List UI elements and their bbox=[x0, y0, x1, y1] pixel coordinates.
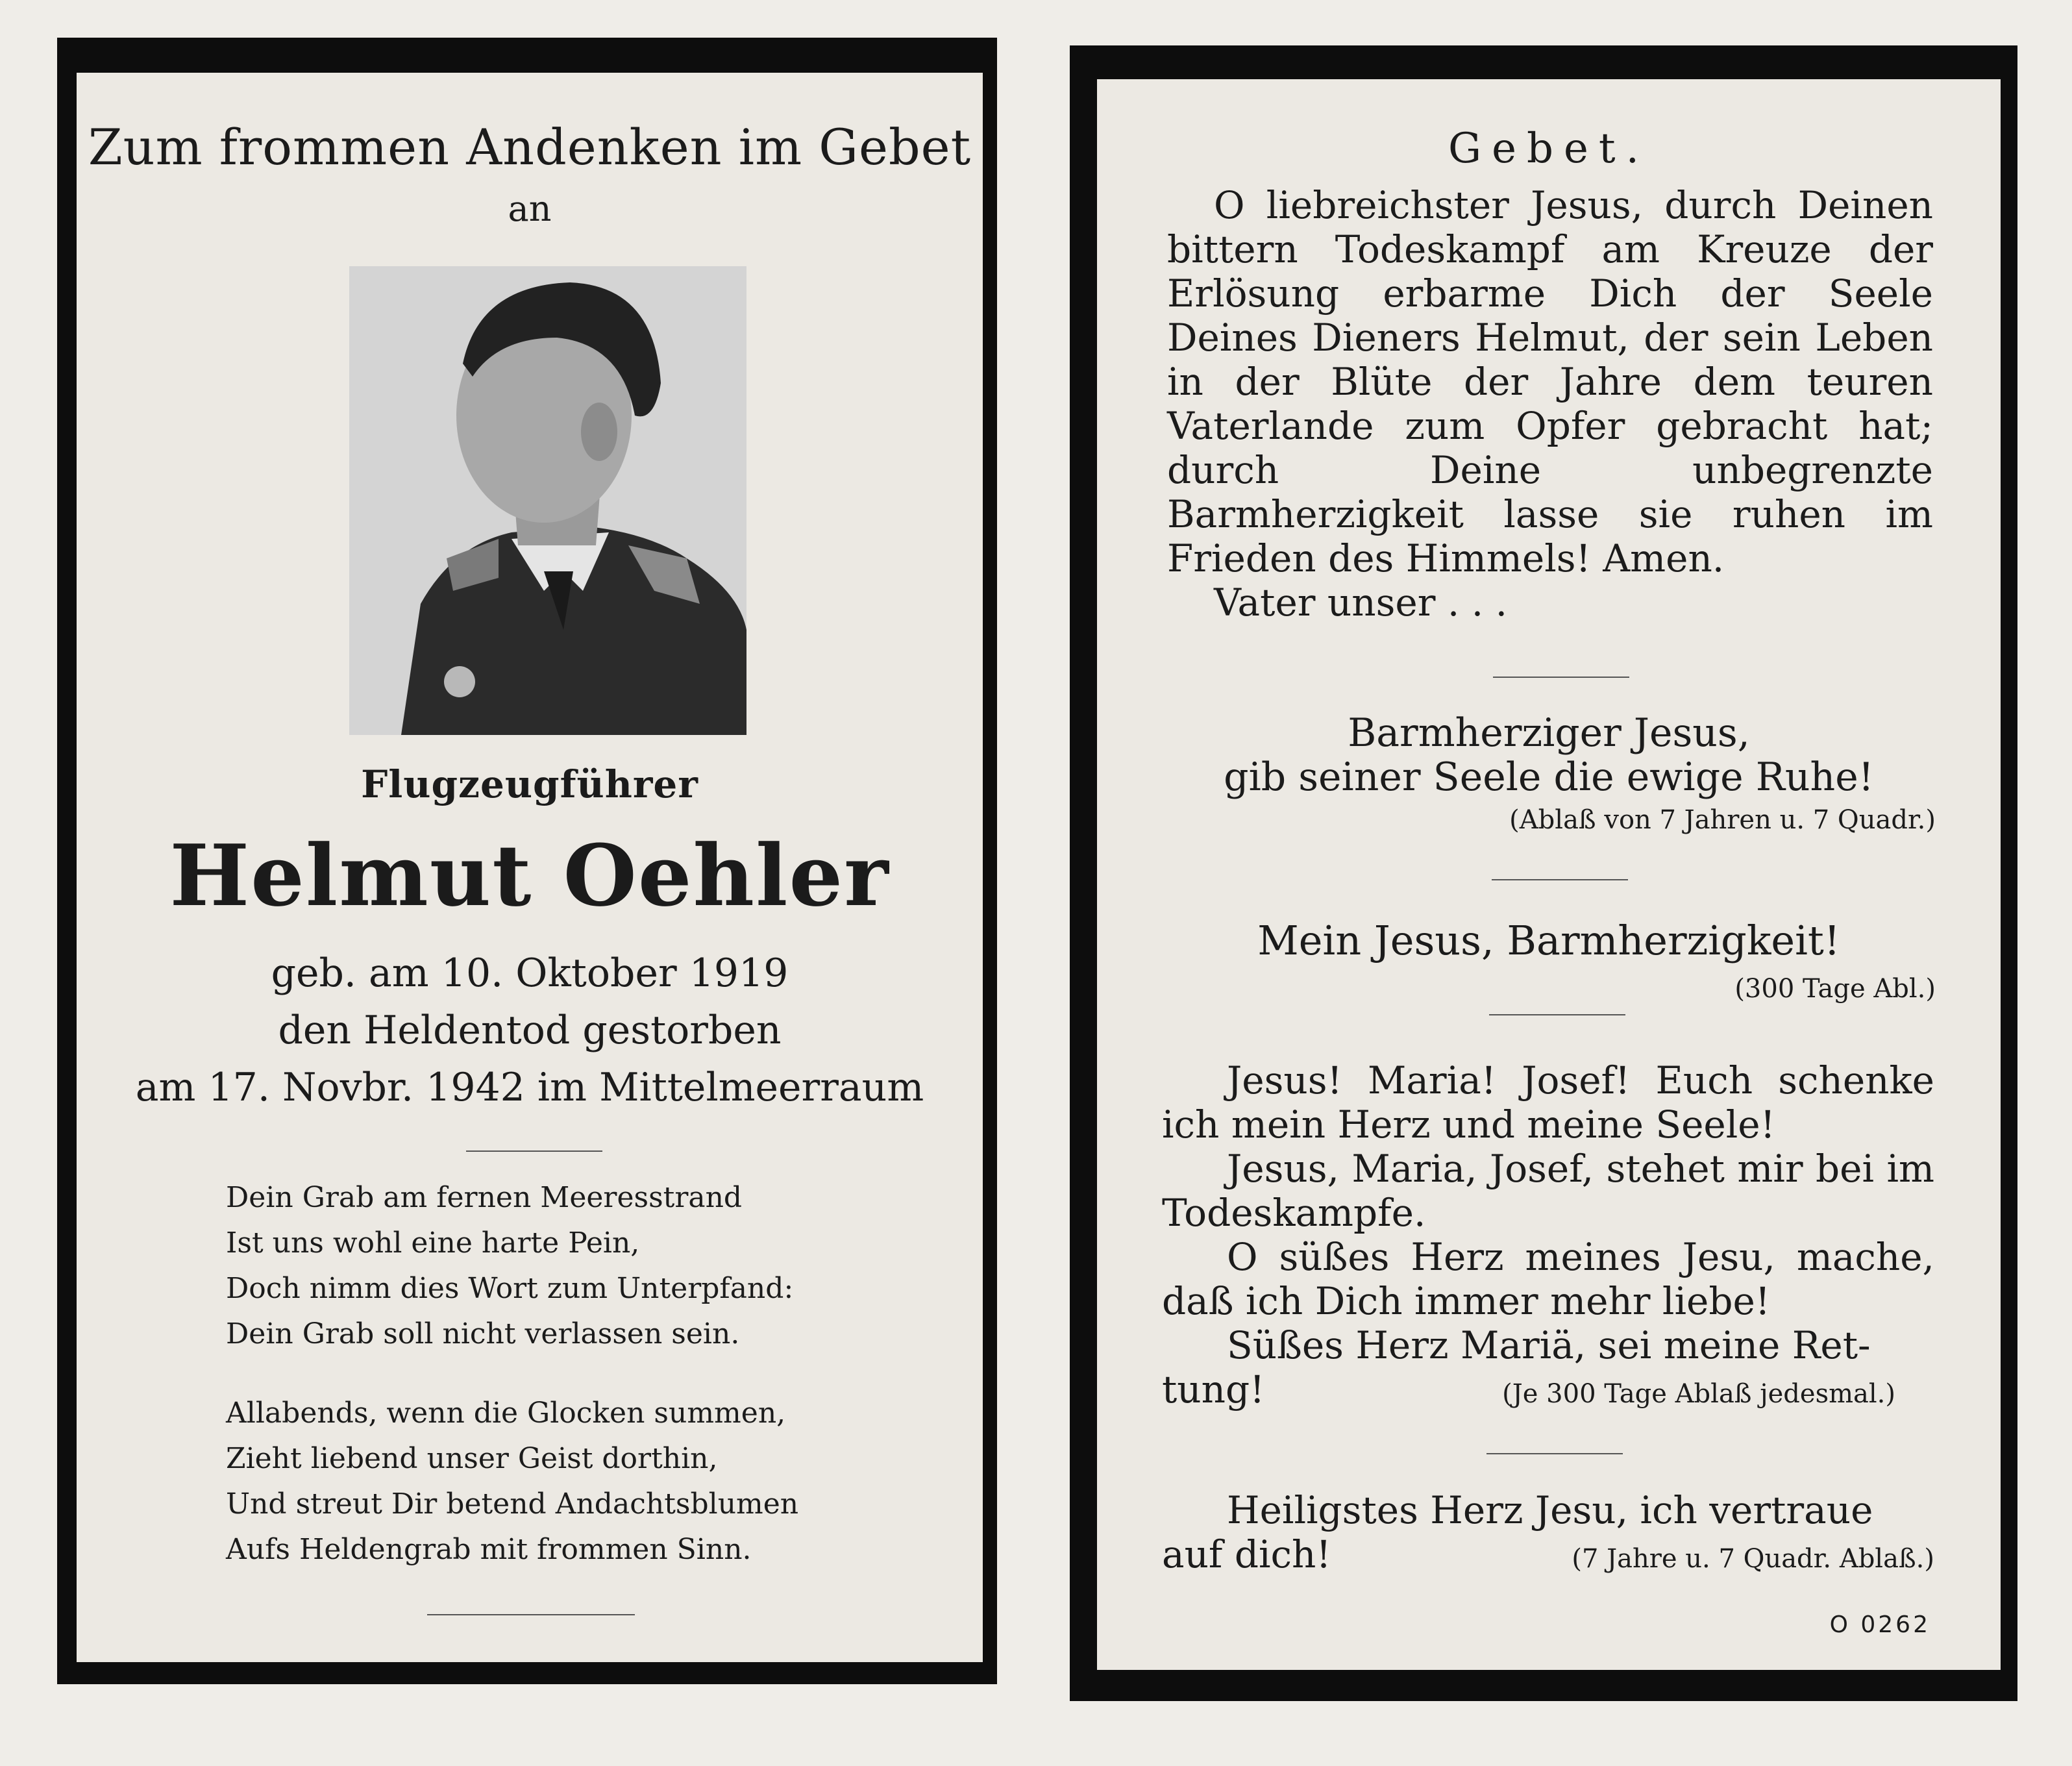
poem-stanza-2 bbox=[226, 1391, 875, 1573]
deceased-name: Helmut Oehler bbox=[169, 826, 890, 925]
divider bbox=[1493, 677, 1629, 678]
prayer-title: Gebet. bbox=[1448, 125, 1649, 173]
divider bbox=[427, 1614, 635, 1615]
indulgence-note: (Je 300 Tage Ablaß jedesmal.) bbox=[1502, 1379, 1895, 1409]
invocation-end: tung! bbox=[1162, 1367, 1265, 1412]
prayer-paragraph: O liebreichster Jesus, durch Deinen bittern Todeskampf am Kreuze der Erlösung erbarme Dich der Seele Deines Dieners Helmut, der sein Leben in der Blüte der Jahre dem teuren Vaterlande zum Opfer gebracht hat; durch Deine unbegrenzte Barmherzigkeit lasse sie ruhen im Frieden des Himmels! Amen. bbox=[1167, 183, 1933, 580]
poem-line: Aufs Heldengrab mit frommen Sinn. bbox=[226, 1533, 752, 1566]
sacred-heart-end: auf dich! bbox=[1162, 1532, 1331, 1576]
divider bbox=[1489, 1014, 1625, 1015]
sacred-heart-row bbox=[1162, 1532, 1934, 1581]
poem-line: Doch nimm dies Wort zum Unterpfand: bbox=[226, 1272, 794, 1305]
serial-number: O 0262 bbox=[1829, 1611, 1930, 1638]
invocation-paragraph: Süßes Herz Mariä, sei meine Ret- bbox=[1227, 1323, 1871, 1367]
right-card bbox=[1097, 79, 2001, 1670]
poem-line: Und streut Dir betend Andachtsblumen bbox=[226, 1487, 799, 1521]
poem-line: Zieht liebend unser Geist dorthin, bbox=[226, 1442, 718, 1475]
portrait-illustration bbox=[349, 266, 746, 735]
prayer-end: Vater unser . . . bbox=[1214, 580, 1508, 625]
invocation-paragraph: Jesus, Maria, Josef, stehet mir bei im Todeskampfe. bbox=[1162, 1147, 1934, 1235]
birth-date: geb. am 10. Oktober 1919 bbox=[271, 951, 789, 996]
sacred-heart-block bbox=[1162, 1488, 1934, 1581]
sacred-heart-line: Heiligstes Herz Jesu, ich vertraue bbox=[1227, 1488, 1873, 1532]
invocation-block bbox=[1162, 1058, 1934, 1416]
divider bbox=[466, 1150, 602, 1152]
rank-title: Flugzeugführer bbox=[361, 762, 698, 806]
death-line-2: am 17. Novbr. 1942 im Mittelmeerraum bbox=[135, 1065, 924, 1110]
dedication-heading: Zum frommen Andenken im Gebet bbox=[88, 118, 972, 176]
prayer-text bbox=[1167, 183, 1933, 625]
poem-stanza-1 bbox=[226, 1175, 875, 1357]
poem-line: Ist uns wohl eine harte Pein, bbox=[226, 1226, 640, 1260]
indulgence-note: (300 Tage Abl.) bbox=[1734, 974, 1936, 1004]
verse-1-line-1: Barmherziger Jesus, bbox=[1348, 710, 1750, 756]
verse-1-line-2: gib seiner Seele die ewige Ruhe! bbox=[1224, 754, 1874, 800]
death-line-1: den Heldentod gestorben bbox=[278, 1008, 782, 1053]
left-card bbox=[77, 73, 983, 1662]
indulgence-note: (Ablaß von 7 Jahren u. 7 Quadr.) bbox=[1509, 805, 1936, 835]
invocation-paragraph: O süßes Herz meines Jesu, mache, daß ich Dich immer mehr liebe! bbox=[1162, 1235, 1934, 1323]
portrait-photo bbox=[349, 266, 746, 735]
poem-line: Allabends, wenn die Glocken summen, bbox=[226, 1397, 786, 1430]
verse-2: Mein Jesus, Barmherzigkeit! bbox=[1257, 917, 1840, 964]
poem-line: Dein Grab am fernen Meeresstrand bbox=[226, 1181, 743, 1214]
divider bbox=[1486, 1453, 1623, 1454]
poem-line: Dein Grab soll nicht verlassen sein. bbox=[226, 1317, 740, 1350]
dedication-an: an bbox=[508, 188, 552, 229]
indulgence-note: (7 Jahre u. 7 Quadr. Ablaß.) bbox=[1572, 1544, 1934, 1574]
invocation-row bbox=[1162, 1367, 1934, 1416]
invocation-paragraph: Jesus! Maria! Josef! Euch schenke ich mein Herz und meine Seele! bbox=[1162, 1058, 1934, 1147]
divider bbox=[1492, 879, 1628, 880]
